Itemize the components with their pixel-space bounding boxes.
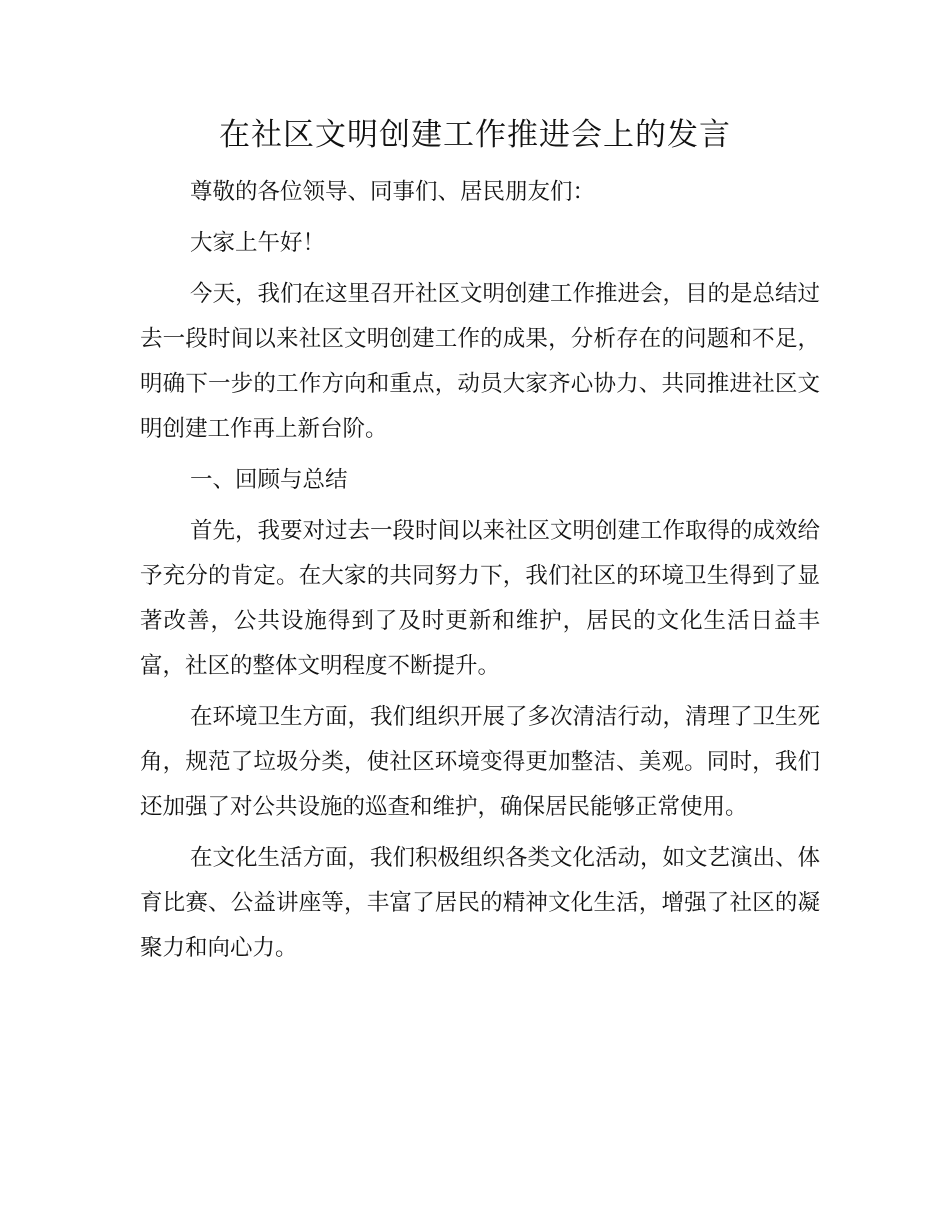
document-title: 在社区文明创建工作推进会上的发言	[219, 117, 731, 153]
salutation: 尊敬的各位领导、同事们、居民朋友们：	[190, 179, 596, 205]
paragraph-achievements: 首先，我要对过去一段时间以来社区文明创建工作取得的成效给予充分的肯定。在大家的共同努力下，我们社区的环境卫生得到了显著改善，公共设施得到了及时更新和维护，居民的文化生活日益丰富，社区的整体文明程度不断提升。	[140, 518, 821, 679]
paragraph-culture: 在文化生活方面，我们积极组织各类文化活动，如文艺演出、体育比赛、公益讲座等，丰富了居民的精神文化生活，增强了社区的凝聚力和向心力。	[140, 845, 821, 961]
document-body	[140, 170, 820, 977]
section-heading: 一、回顾与总结	[190, 467, 348, 493]
paragraph-intro: 今天，我们在这里召开社区文明创建工作推进会，目的是总结过去一段时间以来社区文明创建工作的成果，分析存在的问题和不足，明确下一步的工作方向和重点，动员大家齐心协力、共同推进社区文明创建工作再上新台阶。	[140, 281, 821, 442]
greeting: 大家上午好！	[190, 230, 326, 256]
paragraph-environment: 在环境卫生方面，我们组织开展了多次清洁行动，清理了卫生死角，规范了垃圾分类，使社区环境变得更加整洁、美观。同时，我们还加强了对公共设施的巡查和维护，确保居民能够正常使用。	[140, 704, 821, 820]
